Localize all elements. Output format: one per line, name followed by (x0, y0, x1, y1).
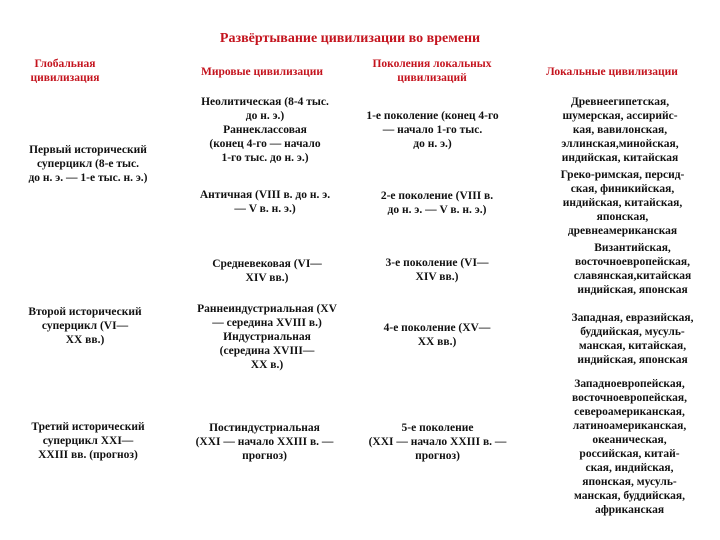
generation-cell: 2-е поколение (VIII в. до н. э. — V в. н. э.) (380, 190, 494, 216)
generation-cell: 3-е поколение (VI— XIV вв.) (385, 257, 489, 283)
global-cell: Первый исторический суперцикл (8-е тыс. до н. э. — 1-е тыс. н. э.) (28, 144, 148, 184)
page-title: Развёртывание цивилизации во времени (219, 31, 481, 46)
header-local: Локальные цивилизации (546, 66, 678, 78)
local-cell: Древнеегипетская, шумерская, ассирийс- кая, вавилонская, эллинская,минойская, индийская, китайская (561, 96, 679, 164)
header-generations: Поколения локальных цивилизаций (372, 58, 492, 84)
local-cell: Западноевропейская, восточноевропейская, североамериканская, латиноамериканская, океаническая, российская, китай- ская, индийская, японская, мусуль- манская, буддийская, африканская (571, 378, 688, 516)
generation-cell: 4-е поколение (XV— XX вв.) (383, 322, 491, 348)
global-cell: Третий исторический суперцикл XXI— XXIII вв. (прогноз) (31, 421, 145, 461)
generation-cell: 1-е поколение (конец 4-го — начало 1-го тыс. до н. э.) (366, 110, 499, 150)
world-cell: Постиндустриальная (XXI — начало XXIII в. — прогноз) (195, 422, 334, 462)
local-cell: Византийская, восточноевропейская, славянская,китайская индийская, японская (573, 242, 692, 296)
world-cell: Античная (VIII в. до н. э. — V в. н. э.) (199, 189, 331, 215)
world-cell: Раннеиндустриальная (XV — середина XVIII в.) Индустриальная (середина XVIII— XX в.) (197, 303, 337, 371)
global-cell: Второй исторический суперцикл (VI— XX вв.) (28, 306, 142, 346)
header-global: Глобальная цивилизация (30, 58, 100, 84)
world-cell: Неолитическая (8-4 тыс. до н. э.) Раннеклассовая (конец 4-го — начало 1-го тыс. до н. э.) (201, 96, 329, 164)
header-world: Мировые цивилизации (201, 66, 323, 78)
world-cell: Средневековая (VI— XIV вв.) (212, 258, 322, 284)
local-cell: Западная, евразийская, буддийская, мусуль- манская, китайская, индийская, японская (571, 312, 694, 366)
generation-cell: 5-е поколение (XXI — начало XXIII в. — прогноз) (368, 422, 507, 462)
local-cell: Греко-римская, персид- ская, финикийская, индийская, китайская, японская, древнеамериканская (560, 169, 685, 237)
